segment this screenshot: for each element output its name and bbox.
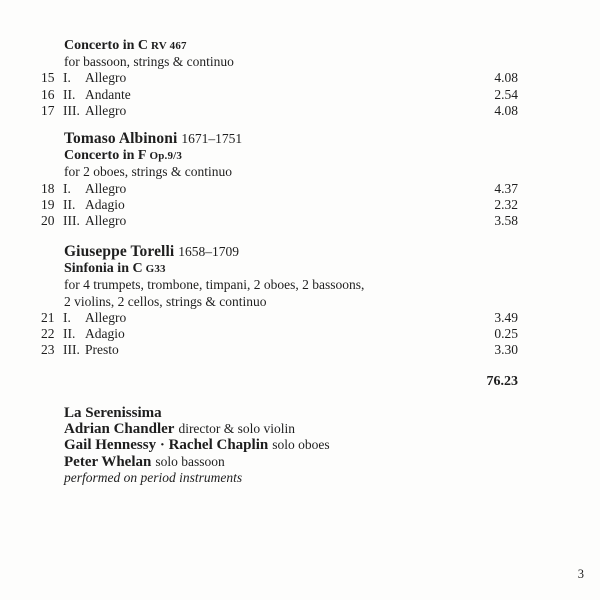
movement-duration: 2.32 <box>494 196 518 212</box>
work-title: Concerto in C <box>64 38 148 53</box>
track-number: 18 <box>41 180 55 196</box>
track-row <box>41 70 518 86</box>
track-number: 23 <box>41 342 55 358</box>
work-title-line <box>64 37 518 54</box>
ensemble-name-line <box>64 405 518 421</box>
movement-tempo: Andante <box>85 86 131 102</box>
track-row <box>41 310 518 326</box>
movement-numeral: III. <box>63 342 80 358</box>
composer-dates: 1671–1751 <box>181 131 243 146</box>
track-row <box>41 181 518 197</box>
performer-line <box>64 454 518 470</box>
movement-tempo: Allegro <box>85 309 127 325</box>
movement-tempo: Allegro <box>85 213 127 229</box>
work-title-line <box>64 260 518 277</box>
work-catalog: RV 467 <box>151 40 187 52</box>
movement-numeral: III. <box>63 102 80 118</box>
movement-duration: 4.08 <box>494 70 518 86</box>
performer-name: Gail Hennessy · Rachel Chaplin <box>64 437 269 454</box>
performer-role: solo oboes <box>272 437 330 453</box>
track-row <box>41 326 518 342</box>
track-number: 20 <box>41 213 55 229</box>
work-title-line <box>64 147 518 164</box>
track-number: 16 <box>41 86 55 102</box>
movement-numeral: II. <box>63 196 76 212</box>
movement-duration: 3.58 <box>494 213 518 229</box>
page-number: 3 <box>577 567 584 581</box>
track-number: 19 <box>41 196 55 212</box>
movement-numeral: I. <box>63 309 71 325</box>
composer-name: Tomaso Albinoni <box>64 130 178 147</box>
composer-name: Giuseppe Torelli <box>64 243 175 260</box>
track-number: 15 <box>41 70 55 86</box>
movement-tempo: Adagio <box>85 196 125 212</box>
movement-duration: 3.30 <box>494 342 518 358</box>
work-title: Sinfonia in C <box>64 261 143 277</box>
movement-numeral: I. <box>63 70 71 86</box>
work-title: Concerto in F <box>64 148 147 164</box>
track-row <box>41 213 518 229</box>
movement-tempo: Allegro <box>85 180 127 196</box>
movement-numeral: III. <box>63 213 80 229</box>
composer-line <box>64 131 518 147</box>
movement-tempo: Adagio <box>85 326 125 342</box>
track-number: 17 <box>41 102 55 118</box>
track-number: 22 <box>41 326 55 342</box>
track-row <box>41 87 518 103</box>
track-row <box>41 103 518 119</box>
work-catalog: Op.9/3 <box>149 150 183 163</box>
work-section-torelli <box>41 244 518 358</box>
work-scoring-line-2: 2 violins, 2 cellos, strings & continuo <box>64 293 267 309</box>
movement-duration: 4.37 <box>494 180 518 196</box>
work-scoring: for bassoon, strings & continuo <box>64 54 234 70</box>
work-scoring-line-1: for 4 trumpets, trombone, timpani, 2 oboes, 2 bassoons, <box>64 277 365 293</box>
movement-duration: 0.25 <box>494 326 518 342</box>
movement-tempo: Allegro <box>85 70 127 86</box>
movement-numeral: II. <box>63 86 76 102</box>
movement-numeral: I. <box>63 180 71 196</box>
ensemble-block <box>41 405 518 486</box>
work-scoring: for 2 oboes, strings & continuo <box>64 164 232 180</box>
performer-name: Peter Whelan <box>64 453 152 470</box>
period-instruments-note: performed on period instruments <box>64 469 243 485</box>
movement-duration: 4.08 <box>494 102 518 118</box>
performer-line <box>64 421 518 437</box>
work-section-albinoni <box>41 131 518 229</box>
work-section-concerto-in-c <box>41 37 518 119</box>
composer-dates: 1658–1709 <box>178 244 240 259</box>
track-number: 21 <box>41 309 55 325</box>
track-listing <box>41 0 518 600</box>
ensemble-name: La Serenissima <box>64 405 162 421</box>
movement-numeral: II. <box>63 326 76 342</box>
track-row <box>41 197 518 213</box>
performer-name: Adrian Chandler <box>64 421 175 438</box>
movement-duration: 2.54 <box>494 86 518 102</box>
track-row <box>41 342 518 358</box>
performer-role: director & solo violin <box>178 421 296 437</box>
movement-tempo: Presto <box>85 342 119 358</box>
performer-line <box>64 437 518 453</box>
work-catalog: G33 <box>145 263 166 276</box>
composer-line <box>64 244 518 260</box>
movement-tempo: Allegro <box>85 102 127 118</box>
movement-duration: 3.49 <box>494 309 518 325</box>
performer-role: solo bassoon <box>155 453 225 469</box>
total-duration: 76.23 <box>486 374 518 389</box>
